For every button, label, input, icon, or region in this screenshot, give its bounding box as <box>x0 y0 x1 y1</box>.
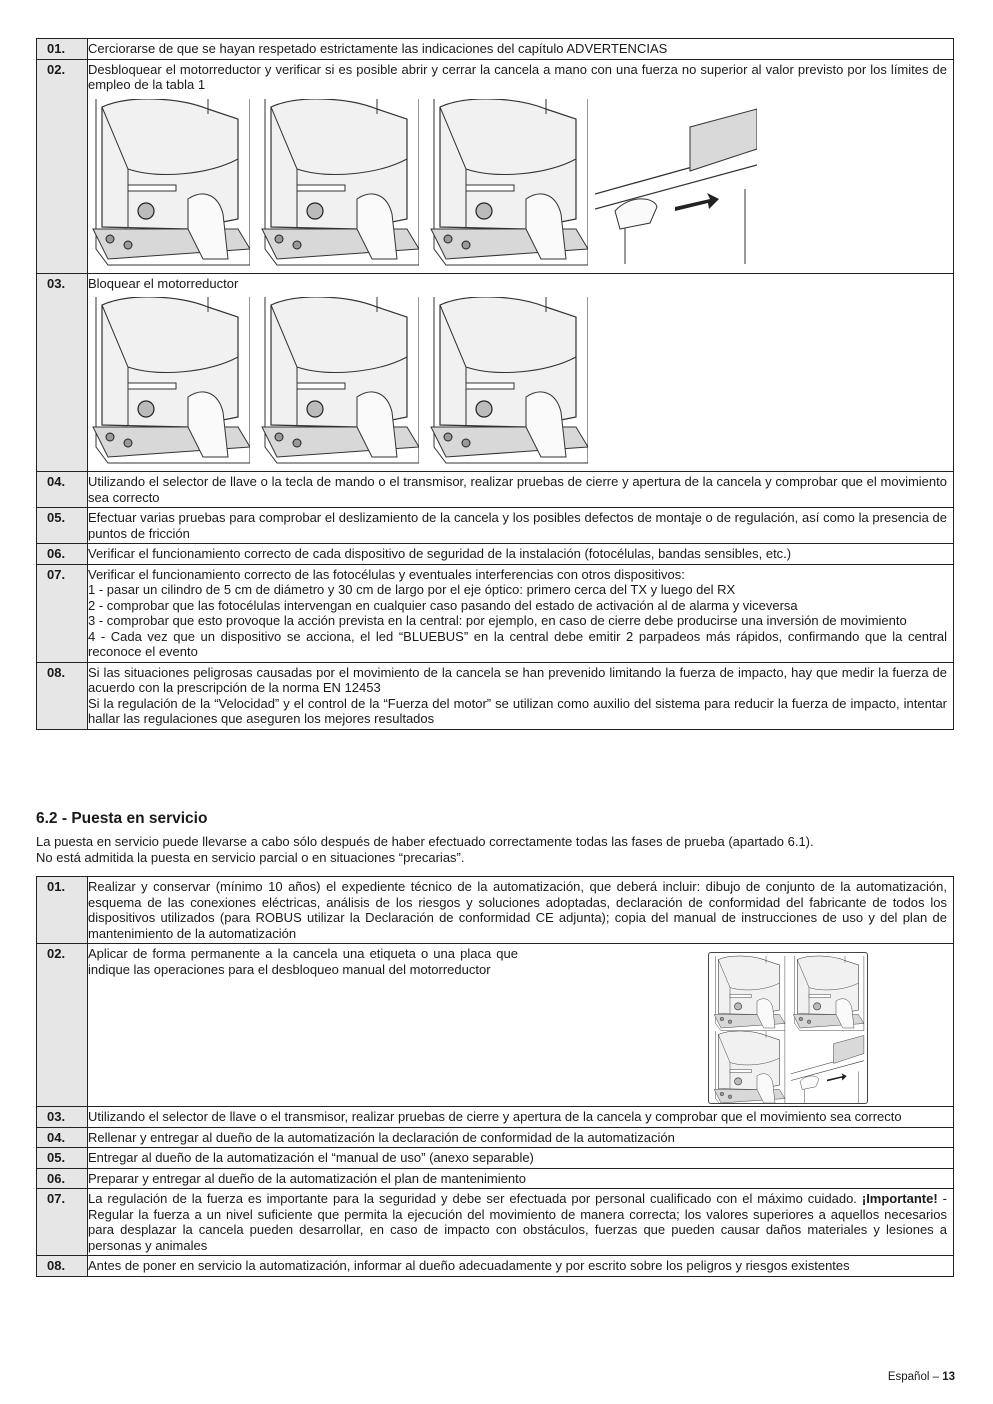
table-row <box>37 508 954 544</box>
table-row <box>37 877 954 944</box>
table-row <box>37 944 954 1107</box>
step-text: Realizar y conservar (mínimo 10 años) el expediente técnico de la automatización, que deberá incluir: dibujo de conjunto de la automatización, esquema de las conexiones eléctricas, análisis de los riesgos y soluciones adoptadas, declaración de conformidad del fabricante de todos los dispositivos utilizados (para ROBUS utilizar la Declaración de conformidad CE adjunta); copia del manual de instrucciones de uso y del plan de mantenimiento de la automatización <box>88 877 954 944</box>
step-number: 04. <box>37 472 88 508</box>
lock-illustration-3 <box>426 297 588 465</box>
step-number: 07. <box>37 564 88 662</box>
important-label: ¡Importante! <box>861 1191 938 1206</box>
table-row <box>37 1107 954 1128</box>
step-text: La regulación de la fuerza es importante para la seguridad y debe ser efectuada por personal cualificado con el máximo cuidado. <box>88 1191 862 1206</box>
lock-illustration-1 <box>88 297 250 465</box>
table-row <box>37 1127 954 1148</box>
step-text: Antes de poner en servicio la automatización, informar al dueño adecuadamente y por escrito sobre los peligros y riesgos existentes <box>88 1256 954 1277</box>
section-title: 6.2 - Puesta en servicio <box>36 810 208 827</box>
section-intro <box>36 834 954 866</box>
table-row <box>37 273 954 472</box>
step-text: Si las situaciones peligrosas causadas por el movimiento de la cancela se han prevenido limitando la fuerza de impacto, hay que medir la fuerza de acuerdo con la prescripción de la norma EN 12453 <box>88 664 947 695</box>
step-number: 07. <box>37 1189 88 1256</box>
step-number: 05. <box>37 1148 88 1169</box>
table-row <box>37 564 954 662</box>
step-number: 03. <box>37 273 88 472</box>
page-footer <box>888 1371 955 1383</box>
table-row <box>37 1256 954 1277</box>
lock-figures <box>88 297 947 465</box>
page-number: 13 <box>942 1371 955 1383</box>
table-row <box>37 544 954 565</box>
unlock-illustration-1 <box>88 99 250 267</box>
step-text-cont: - Regular la fuerza a un nivel suficiente que permita la ejecución del movimiento de manera correcta; los valores superiores a aquellos necesarios para desplazar la cancela pueden desarrollar, en caso de impacto con obstáculos, fuerzas que pueden causar daños materiales y lesiones a personas y animales <box>88 1191 947 1253</box>
sub-step: 3 - comprobar que esto provoque la acción prevista en la central: por ejemplo, en caso de cierre debe producirse una inversión de movimiento <box>88 613 907 628</box>
step-number: 02. <box>37 944 88 1107</box>
step-number: 08. <box>37 662 88 729</box>
step-number: 08. <box>37 1256 88 1277</box>
commissioning-table <box>36 876 954 1277</box>
intro-line-1: La puesta en servicio puede llevarse a cabo sólo después de haber efectuado correctamente todas las fases de prueba (apartado 6.1). <box>36 834 814 849</box>
unlock-figures <box>88 99 947 267</box>
step-number: 06. <box>37 544 88 565</box>
step-number: 03. <box>37 1107 88 1128</box>
table-row <box>37 662 954 729</box>
step-text: Utilizando el selector de llave o el transmisor, realizar pruebas de cierre y apertura de la cancela y comprobar que el movimiento sea correcto <box>88 1107 954 1128</box>
sub-step: 4 - Cada vez que un dispositivo se acciona, el led “BLUEBUS” en la central debe emitir 2 parpadeos más rápidos, confirmando que la central reconoce el evento <box>88 628 947 659</box>
step-text: Verificar el funcionamiento correcto de las fotocélulas y eventuales interferencias con otros dispositivos: <box>88 566 685 582</box>
step-text-2: Si la regulación de la “Velocidad” y el control de la “Fuerza del motor” se utilizan como auxilio del sistema para reducir la fuerza de impacto, intentar hallar las regulaciones que aseguren los mejores resultados <box>88 695 947 726</box>
step-text: Entregar al dueño de la automatización el “manual de uso” (anexo separable) <box>88 1148 954 1169</box>
intro-line-2: No está admitida la puesta en servicio parcial o en situaciones “precarias”. <box>36 850 465 865</box>
step-number: 02. <box>37 59 88 273</box>
lock-illustration-2 <box>257 297 419 465</box>
step-number: 01. <box>37 39 88 60</box>
step-text: Utilizando el selector de llave o la tecla de mando o el transmisor, realizar pruebas de cierre y apertura de la cancela y comprobar que el movimiento sea correcto <box>88 472 954 508</box>
step-number: 05. <box>37 508 88 544</box>
test-table <box>36 38 954 730</box>
table-row <box>37 1168 954 1189</box>
step-text: Rellenar y entregar al dueño de la automatización la declaración de conformidad de la automatización <box>88 1127 954 1148</box>
step-text: Efectuar varias pruebas para comprobar el deslizamiento de la cancela y los posibles defectos de montaje o de regulación, así como la presencia de puntos de fricción <box>88 508 954 544</box>
table-row <box>37 39 954 60</box>
sub-step: 2 - comprobar que las fotocélulas intervengan en cualquier caso pasando del estado de activación al de alarma y viceversa <box>88 597 798 613</box>
step-text: Desbloquear el motorreductor y verificar si es posible abrir y cerrar la cancela a mano con una fuerza no superior al valor previsto por los límites de empleo de la tabla 1 <box>88 61 947 92</box>
table-row <box>37 1148 954 1169</box>
step-number: 01. <box>37 877 88 944</box>
step-text: Cerciorarse de que se hayan respetado estrictamente las indicaciones del capítulo ADVERTENCIAS <box>88 39 954 60</box>
gate-push-illustration <box>595 99 757 267</box>
table-row <box>37 1189 954 1256</box>
unlock-illustration-2 <box>257 99 419 267</box>
step-number: 04. <box>37 1127 88 1148</box>
table-row <box>37 472 954 508</box>
step-text: Aplicar de forma permanente a la cancela una etiqueta o una placa que indique las operaciones para el desbloqueo manual del motorreductor <box>88 946 518 977</box>
release-label-illustration <box>708 952 868 1104</box>
unlock-illustration-3 <box>426 99 588 267</box>
step-number: 06. <box>37 1168 88 1189</box>
step-text: Bloquear el motorreductor <box>88 275 239 291</box>
step-text: Preparar y entregar al dueño de la automatización el plan de mantenimiento <box>88 1168 954 1189</box>
sub-step: 1 - pasar un cilindro de 5 cm de diámetro y 30 cm de largo por el eje óptico: primero cerca del TX y luego del RX <box>88 582 736 597</box>
step-text: Verificar el funcionamiento correcto de cada dispositivo de seguridad de la instalación (fotocélulas, bandas sensibles, etc.) <box>88 544 954 565</box>
footer-language: Español – <box>887 1371 943 1383</box>
table-row <box>37 59 954 273</box>
